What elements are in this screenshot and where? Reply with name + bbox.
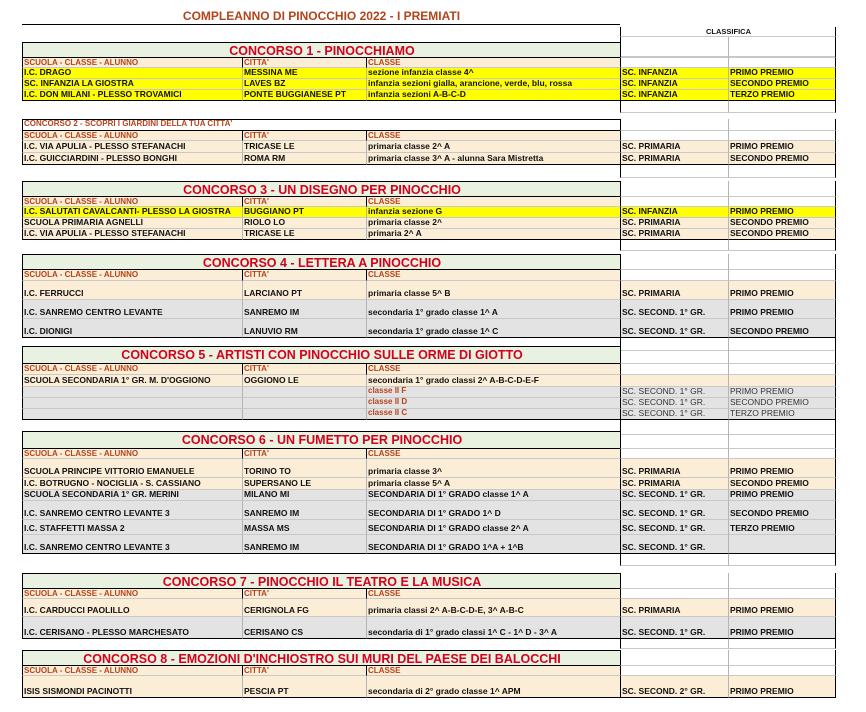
cell-class: SECONDARIA DI 1° GRADO classe 1^ A <box>366 490 620 501</box>
blank-cell <box>620 165 728 178</box>
cell-category: SC. SECOND. 1° GR. <box>620 520 728 535</box>
cell-category: SC. SECOND. 1° GR. <box>620 535 728 554</box>
cell-school: I.C. CARDUCCI PAOLILLO <box>22 599 242 617</box>
cell-city: PONTE BUGGIANESE PT <box>242 90 366 101</box>
cell-category: SC. SECOND. 1° GR. <box>620 398 728 409</box>
blank-cell <box>620 101 728 113</box>
cell-city: MASSA MS <box>242 520 366 535</box>
cell-prize: TERZO PREMIO <box>728 90 836 101</box>
cell-class: classe II D <box>366 398 620 409</box>
cell-city: CERISANO CS <box>242 617 366 639</box>
column-header-class: CLASSE <box>366 270 620 281</box>
spacer <box>22 165 620 178</box>
cell-city <box>242 387 366 398</box>
cell-prize: SECONDO PREMIO <box>728 478 836 490</box>
cell-school: I.C. CERISANO - PLESSO MARCHESATO <box>22 617 242 639</box>
cell-category: SC. INFANZIA <box>620 79 728 90</box>
cell-prize: SECONDO PREMIO <box>728 153 836 165</box>
contest-title: CONCORSO 8 - EMOZIONI D'INCHIOSTRO SUI MURI DEL PAESE DEI BALOCCHI <box>22 650 620 666</box>
cell-class: SECONDARIA DI 1° GRADO 1^ D <box>366 501 620 520</box>
blank-cell <box>620 639 728 649</box>
cell-city: OGGIONO LE <box>242 375 366 387</box>
column-header-city: CITTA' <box>242 270 366 281</box>
blank-cell <box>728 554 836 566</box>
cell-class: infanzia sezioni gialla, arancione, verde, blu, rossa <box>366 79 620 90</box>
cell-school: I.C. STAFFETTI MASSA 2 <box>22 520 242 535</box>
blank-cell <box>620 197 728 207</box>
cell-category <box>620 375 728 387</box>
cell-category: SC. PRIMARIA <box>620 153 728 165</box>
cell-city: LANUVIO RM <box>242 319 366 338</box>
cell-school: I.C. SANREMO CENTRO LEVANTE 3 <box>22 535 242 554</box>
column-header-city: CITTA' <box>242 449 366 459</box>
cell-school: I.C. VIA APULIA - PLESSO STEFANACHI <box>22 229 242 240</box>
blank-cell <box>728 101 836 113</box>
cell-city: SUPERSANO LE <box>242 478 366 490</box>
classifica-header: CLASSIFICA <box>620 27 836 37</box>
cell-prize: PRIMO PREMIO <box>728 387 836 398</box>
cell-class: secondaria di 2° grado classe 1^ APM <box>366 676 620 698</box>
cell-category: SC. PRIMARIA <box>620 599 728 617</box>
cell-prize: PRIMO PREMIO <box>728 300 836 319</box>
column-header-school: SCUOLA - CLASSE - ALUNNO <box>22 270 242 281</box>
cell-category: SC. INFANZIA <box>620 90 728 101</box>
cell-class: SECONDARIA DI 1° GRADO classe 2^ A <box>366 520 620 535</box>
blank-cell <box>620 270 728 281</box>
blank-cell <box>728 346 836 364</box>
cell-prize: PRIMO PREMIO <box>728 676 836 698</box>
blank-cell <box>620 364 728 375</box>
cell-school: I.C. SANREMO CENTRO LEVANTE 3 <box>22 501 242 520</box>
blank-cell <box>728 666 836 676</box>
blank-cell <box>728 270 836 281</box>
cell-school <box>22 398 242 409</box>
column-header-school: SCUOLA - CLASSE - ALUNNO <box>22 131 242 141</box>
cell-category: SC. SECOND. 1° GR. <box>620 409 728 420</box>
cell-school <box>22 387 242 398</box>
cell-city: LARCIANO PT <box>242 281 366 300</box>
cell-school: SCUOLA PRINCIPE VITTORIO EMANUELE <box>22 459 242 478</box>
column-header-class: CLASSE <box>366 449 620 459</box>
spacer <box>22 240 620 251</box>
cell-prize <box>728 535 836 554</box>
cell-city: PESCIA PT <box>242 676 366 698</box>
cell-class: secondaria 1° grado classe 1^ C <box>366 319 620 338</box>
cell-school: I.C. DIONIGI <box>22 319 242 338</box>
cell-prize: SECONDO PREMIO <box>728 218 836 229</box>
cell-class: classe II C <box>366 409 620 420</box>
cell-prize: TERZO PREMIO <box>728 409 836 420</box>
cell-class: classe II F <box>366 387 620 398</box>
cell-city: TORINO TO <box>242 459 366 478</box>
cell-city: RIOLO LO <box>242 218 366 229</box>
blank-cell <box>728 639 836 649</box>
cell-prize: SECONDO PREMIO <box>728 229 836 240</box>
cell-category: SC. PRIMARIA <box>620 218 728 229</box>
column-header-school: SCUOLA - CLASSE - ALUNNO <box>22 666 242 676</box>
cell-city: SANREMO IM <box>242 300 366 319</box>
blank-cell <box>620 346 728 364</box>
cell-class: secondaria di 1° grado classi 1^ C - 1^ D - 3^ A <box>366 617 620 639</box>
cell-category: SC. PRIMARIA <box>620 141 728 153</box>
cell-school: I.C. SANREMO CENTRO LEVANTE <box>22 300 242 319</box>
blank-cell <box>728 431 836 449</box>
cell-category: SC. SECOND. 1° GR. <box>620 319 728 338</box>
blank-cell <box>728 119 836 131</box>
cell-city <box>242 398 366 409</box>
column-header-class: CLASSE <box>366 58 620 68</box>
cell-class: infanzia sezioni A-B-C-D <box>366 90 620 101</box>
cell-city: MESSINA ME <box>242 68 366 79</box>
column-header-class: CLASSE <box>366 589 620 599</box>
cell-city: BUGGIANO PT <box>242 207 366 218</box>
column-header-city: CITTA' <box>242 58 366 68</box>
page-title: COMPLEANNO DI PINOCCHIO 2022 - I PREMIATI <box>22 9 620 25</box>
cell-prize: SECONDO PREMIO <box>728 398 836 409</box>
cell-school: SCUOLA SECONDARIA 1° GR. M. D'OGGIONO <box>22 375 242 387</box>
cell-city: SANREMO IM <box>242 501 366 520</box>
contest-title: CONCORSO 5 - ARTISTI CON PINOCCHIO SULLE ORME DI GIOTTO <box>22 346 620 364</box>
cell-prize: PRIMO PREMIO <box>728 141 836 153</box>
column-header-city: CITTA' <box>242 666 366 676</box>
contest-title: CONCORSO 6 - UN FUMETTO PER PINOCCHIO <box>22 431 620 449</box>
cell-class: primaria classe 3^ <box>366 459 620 478</box>
cell-city <box>242 409 366 420</box>
cell-city: ROMA RM <box>242 153 366 165</box>
spacer <box>22 639 620 649</box>
cell-prize: SECONDO PREMIO <box>728 501 836 520</box>
cell-prize: SECONDO PREMIO <box>728 79 836 90</box>
cell-city: MILANO MI <box>242 490 366 501</box>
column-header-class: CLASSE <box>366 666 620 676</box>
cell-category: SC. PRIMARIA <box>620 229 728 240</box>
column-header-city: CITTA' <box>242 131 366 141</box>
cell-city: LAVES BZ <box>242 79 366 90</box>
blank-cell <box>728 165 836 178</box>
blank-cell <box>620 181 728 197</box>
cell-class: primaria classe 2^ A <box>366 141 620 153</box>
cell-prize: PRIMO PREMIO <box>728 207 836 218</box>
cell-prize: TERZO PREMIO <box>728 520 836 535</box>
column-header-class: CLASSE <box>366 131 620 141</box>
cell-class: sezione infanzia classe 4^ <box>366 68 620 79</box>
cell-category: SC. INFANZIA <box>620 68 728 79</box>
blank-cell <box>728 131 836 141</box>
cell-category: SC. SECOND. 1° GR. <box>620 300 728 319</box>
cell-school: I.C. GUICCIARDINI - PLESSO BONGHI <box>22 153 242 165</box>
column-header-school: SCUOLA - CLASSE - ALUNNO <box>22 589 242 599</box>
blank-cell <box>728 254 836 270</box>
cell-category: SC. INFANZIA <box>620 207 728 218</box>
cell-school: SC. INFANZIA LA GIOSTRA <box>22 79 242 90</box>
cell-school: I.C. BOTRUGNO - NOCIGLIA - S. CASSIANO <box>22 478 242 490</box>
cell-school: I.C. SALUTATI CAVALCANTI- PLESSO LA GIOSTRA <box>22 207 242 218</box>
cell-class: primaria classe 5^ A <box>366 478 620 490</box>
contest-title: CONCORSO 4 - LETTERA A PINOCCHIO <box>22 254 620 270</box>
cell-city: TRICASE LE <box>242 141 366 153</box>
spacer <box>22 554 620 566</box>
blank-cell <box>620 254 728 270</box>
cell-school <box>22 409 242 420</box>
cell-school: SCUOLA SECONDARIA 1° GR. MERINI <box>22 490 242 501</box>
column-header-city: CITTA' <box>242 589 366 599</box>
column-header-class: CLASSE <box>366 197 620 207</box>
blank-cell <box>620 650 728 666</box>
cell-prize: PRIMO PREMIO <box>728 281 836 300</box>
cell-category: SC. SECOND. 1° GR. <box>620 490 728 501</box>
cell-school: I.C. DRAGO <box>22 68 242 79</box>
cell-prize: PRIMO PREMIO <box>728 599 836 617</box>
cell-prize: PRIMO PREMIO <box>728 490 836 501</box>
blank-cell <box>728 364 836 375</box>
column-header-school: SCUOLA - CLASSE - ALUNNO <box>22 197 242 207</box>
blank-cell <box>728 650 836 666</box>
cell-class: infanzia sezione G <box>366 207 620 218</box>
cell-city: CERIGNOLA FG <box>242 599 366 617</box>
cell-school: I.C. DON MILANI - PLESSO TROVAMICI <box>22 90 242 101</box>
column-header-school: SCUOLA - CLASSE - ALUNNO <box>22 58 242 68</box>
cell-prize <box>728 375 836 387</box>
blank-cell <box>620 666 728 676</box>
spacer <box>22 101 620 113</box>
column-header-city: CITTA' <box>242 364 366 375</box>
cell-city: SANREMO IM <box>242 535 366 554</box>
column-header-school: SCUOLA - CLASSE - ALUNNO <box>22 449 242 459</box>
cell-class: primaria 2^ A <box>366 229 620 240</box>
cell-prize: PRIMO PREMIO <box>728 459 836 478</box>
cell-category: SC. SECOND. 1° GR. <box>620 617 728 639</box>
blank-cell <box>620 554 728 566</box>
cell-class: secondaria 1° grado classi 2^ A-B-C-D-E-F <box>366 375 620 387</box>
blank-cell <box>728 197 836 207</box>
column-header-school: SCUOLA - CLASSE - ALUNNO <box>22 364 242 375</box>
cell-class: primaria classi 2^ A-B-C-D-E, 3^ A-B-C <box>366 599 620 617</box>
contest-title: CONCORSO 2 - SCOPRI I GIARDINI DELLA TUA CITTA' <box>22 119 620 131</box>
contest-title: CONCORSO 3 - UN DISEGNO PER PINOCCHIO <box>22 181 620 197</box>
cell-class: primaria classe 3^ A - alunna Sara Mistretta <box>366 153 620 165</box>
blank-cell <box>620 573 728 589</box>
cell-prize: PRIMO PREMIO <box>728 617 836 639</box>
cell-prize: SECONDO PREMIO <box>728 319 836 338</box>
blank-cell <box>620 119 728 131</box>
blank-cell <box>620 131 728 141</box>
blank-cell <box>620 58 728 68</box>
column-header-class: CLASSE <box>366 364 620 375</box>
contest-title: CONCORSO 7 - PINOCCHIO IL TEATRO E LA MUSICA <box>22 573 620 589</box>
cell-class: primaria classe 5^ B <box>366 281 620 300</box>
cell-school: ISIS SISMONDI PACINOTTI <box>22 676 242 698</box>
cell-category: SC. SECOND. 1° GR. <box>620 387 728 398</box>
cell-category: SC. SECOND. 2° GR. <box>620 676 728 698</box>
blank-cell <box>728 589 836 599</box>
cell-school: SCUOLA PRIMARIA AGNELLI <box>22 218 242 229</box>
cell-category: SC. PRIMARIA <box>620 281 728 300</box>
cell-prize: PRIMO PREMIO <box>728 68 836 79</box>
blank-cell <box>728 449 836 459</box>
blank-cell <box>620 589 728 599</box>
column-header-city: CITTA' <box>242 197 366 207</box>
cell-category: SC. SECOND. 1° GR. <box>620 501 728 520</box>
cell-class: secondaria 1° grado classe 1^ A <box>366 300 620 319</box>
blank-cell <box>620 431 728 449</box>
blank-cell <box>620 449 728 459</box>
blank-cell <box>728 181 836 197</box>
blank-cell <box>728 573 836 589</box>
blank-cell <box>620 42 728 58</box>
cell-school: I.C. VIA APULIA - PLESSO STEFANACHI <box>22 141 242 153</box>
blank-cell <box>728 42 836 58</box>
blank-cell <box>728 240 836 251</box>
blank-cell <box>728 58 836 68</box>
contest-title: CONCORSO 1 - PINOCCHIAMO <box>22 42 620 58</box>
cell-category: SC. PRIMARIA <box>620 478 728 490</box>
cell-city: TRICASE LE <box>242 229 366 240</box>
cell-category: SC. PRIMARIA <box>620 459 728 478</box>
cell-school: I.C. FERRUCCI <box>22 281 242 300</box>
cell-class: SECONDARIA DI 1° GRADO 1^A + 1^B <box>366 535 620 554</box>
cell-class: primaria classe 2^ <box>366 218 620 229</box>
blank-cell <box>620 240 728 251</box>
